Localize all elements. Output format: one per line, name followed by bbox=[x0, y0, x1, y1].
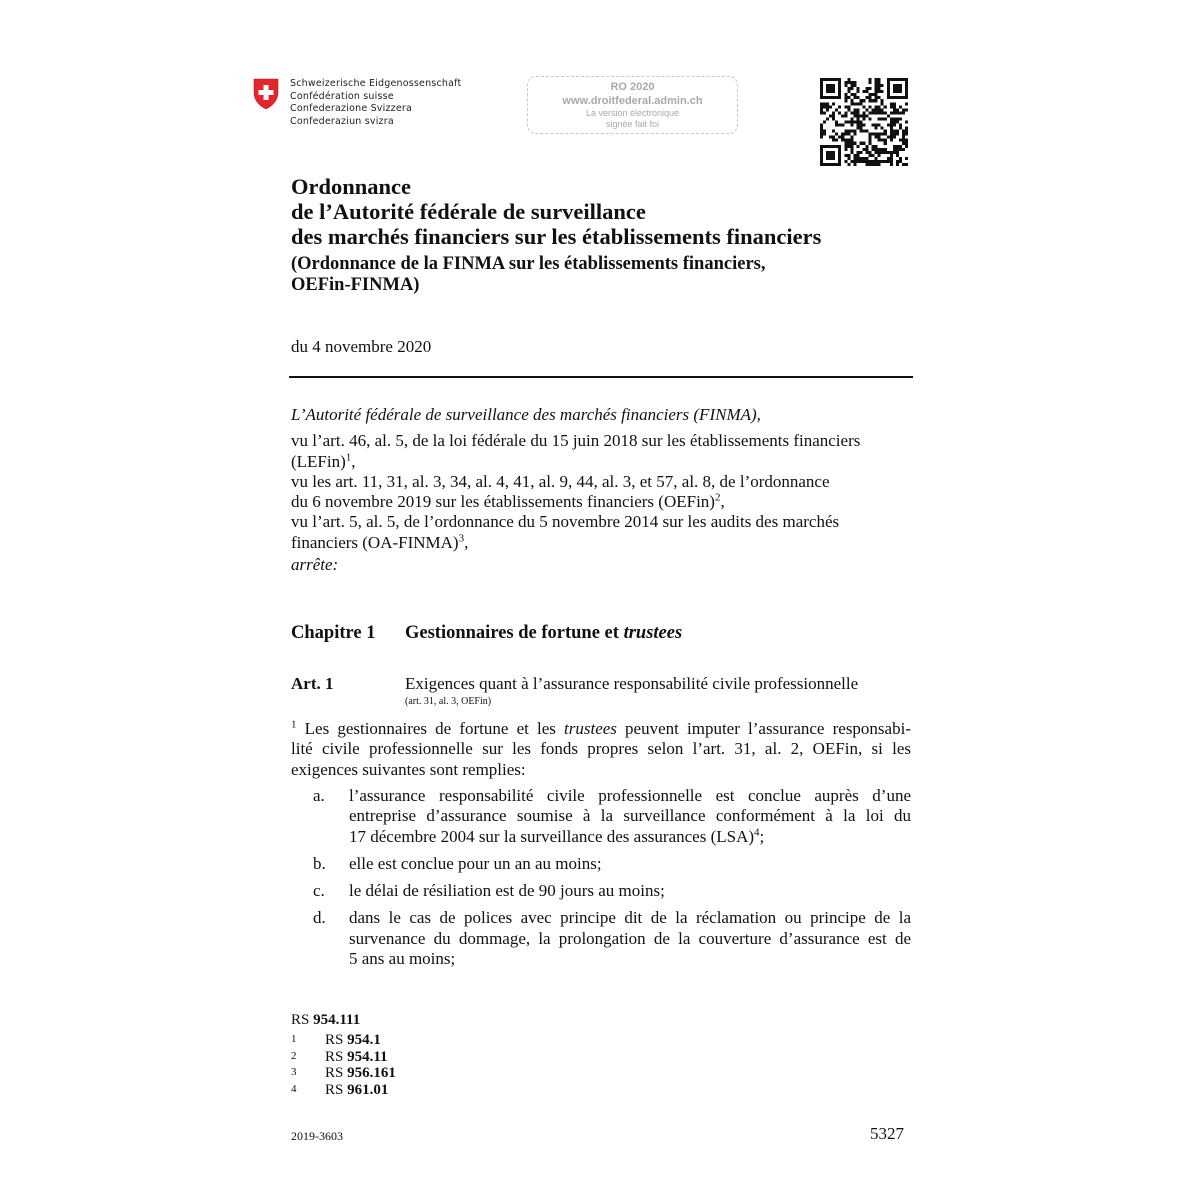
footnote-ref[interactable]: 961.01 bbox=[347, 1081, 389, 1098]
footnote-ref[interactable]: 954.1 bbox=[347, 1032, 381, 1048]
item-label: a. bbox=[313, 786, 325, 805]
qr-code-icon bbox=[820, 78, 908, 166]
footnote-3 bbox=[291, 1065, 396, 1082]
title-line-3: des marchés financiers sur les établissements financiers bbox=[291, 224, 822, 249]
visa-1-text: (LEFin) bbox=[291, 451, 346, 471]
para-line-1-italic: trustees bbox=[564, 719, 617, 738]
item-label: c. bbox=[313, 881, 325, 901]
document-date: du 4 novembre 2020 bbox=[291, 337, 432, 356]
para-line-1-b: peuvent imputer l’assurance responsabi- bbox=[616, 719, 911, 738]
item-label: b. bbox=[313, 853, 326, 873]
footnote-prefix: RS bbox=[325, 1048, 348, 1065]
item-a-line-3-text: 17 décembre 2004 sur la surveillance des assurances (LSA) bbox=[349, 826, 755, 846]
footnote-ref[interactable]: 954.11 bbox=[347, 1048, 388, 1065]
para-line-1-a: Les gestionnaires de fortune et les bbox=[296, 719, 565, 738]
para-line-1 bbox=[291, 719, 911, 739]
item-d-line-3: 5 ans au moins; bbox=[349, 949, 456, 969]
preamble-visa-2a: vu les art. 11, 31, al. 3, 34, al. 4, 41, al. 9, 44, al. 3, et 57, al. 8, de l’ordonnance bbox=[291, 471, 830, 491]
document-subtitle bbox=[291, 254, 765, 296]
item-d-line-2: survenance du dommage, la prolongation de la couverture d’assurance est de bbox=[349, 928, 911, 948]
subtitle-line-2: OEFin-FINMA) bbox=[291, 275, 420, 295]
page-number: 5327 bbox=[870, 1124, 904, 1143]
item-a-tail: ; bbox=[759, 826, 765, 846]
footnote-number: 1 bbox=[291, 1033, 297, 1045]
confed-rm: Confederaziun svizra bbox=[290, 115, 394, 127]
item-d-line-1: dans le cas de polices avec principe dit de la réclamation ou principe de la bbox=[349, 908, 911, 928]
footnote-1 bbox=[291, 1032, 381, 1049]
preamble-visa-2b bbox=[291, 492, 913, 512]
title-line-1: Ordonnance bbox=[291, 174, 412, 199]
footnote-ref-3[interactable]: 3 bbox=[458, 532, 465, 545]
footnote-prefix: RS bbox=[325, 1065, 348, 1081]
chapter-heading bbox=[291, 623, 682, 644]
article-reference: (art. 31, al. 3, OEFin) bbox=[405, 696, 492, 707]
rs-number bbox=[291, 1012, 360, 1029]
document-code: 2019-3603 bbox=[291, 1129, 343, 1143]
item-c-line-1: le délai de résiliation est de 90 jours au moins; bbox=[349, 881, 665, 901]
confed-de: Schweizerische Eidgenossenschaft bbox=[290, 78, 462, 89]
confederation-names bbox=[290, 78, 461, 128]
stamp-url[interactable]: www.droitfederal.admin.ch bbox=[562, 95, 703, 107]
paragraph-number: 1 bbox=[291, 718, 297, 731]
chapter-title-italic: trustees bbox=[623, 623, 683, 643]
footnote-ref-2[interactable]: 2 bbox=[714, 491, 721, 504]
stamp-ro: RO 2020 bbox=[610, 81, 655, 93]
preamble-visa-3b bbox=[291, 533, 913, 553]
item-label: d. bbox=[313, 908, 326, 928]
article-paragraph-1 bbox=[291, 719, 911, 780]
footnote-number: 4 bbox=[291, 1082, 297, 1095]
visa-2-text: du 6 novembre 2019 sur les établissements financiers (OEFin) bbox=[291, 492, 715, 512]
preamble bbox=[291, 405, 913, 575]
footnote-prefix: RS bbox=[325, 1081, 348, 1098]
footnote-ref-4[interactable]: 4 bbox=[754, 825, 760, 838]
list-item-a bbox=[291, 786, 911, 847]
preamble-authority: L’Autorité fédérale de surveillance des marchés financiers (FINMA), bbox=[291, 405, 761, 424]
chapter-number: Chapitre 1 bbox=[291, 623, 376, 643]
list-item-c bbox=[291, 881, 911, 901]
stamp-note-1: La version électronique bbox=[585, 108, 680, 118]
list-item-d bbox=[291, 908, 911, 969]
subtitle-line-1: (Ordonnance de la FINMA sur les établissements financiers, bbox=[291, 254, 766, 274]
para-line-2: lité civile professionnelle sur les fonds propres selon l’art. 31, al. 2, OEFin, si les bbox=[291, 739, 911, 759]
rs-value: 954.111 bbox=[313, 1012, 361, 1028]
document-title bbox=[291, 174, 821, 249]
visa-2-punct: , bbox=[720, 492, 725, 512]
footnote-ref-1[interactable]: 1 bbox=[345, 450, 352, 463]
item-a-line-3 bbox=[349, 827, 911, 847]
para-line-3: exigences suivantes sont remplies: bbox=[291, 759, 526, 779]
confed-fr: Confédération suisse bbox=[290, 90, 394, 102]
visa-3-text: financiers (OA-FINMA) bbox=[291, 532, 459, 552]
preamble-visa-1b bbox=[291, 452, 913, 472]
list-item-b bbox=[291, 854, 911, 874]
visa-3-punct: , bbox=[464, 532, 469, 552]
item-a-line-1: l’assurance responsabilité civile professionnelle est conclue auprès d’une bbox=[349, 786, 911, 805]
article-number: Art. 1 bbox=[291, 674, 334, 693]
article-title: Exigences quant à l’assurance responsabilité civile professionnelle bbox=[405, 674, 859, 693]
item-a-line-2: entreprise d’assurance soumise à la surveillance conformément à la loi du bbox=[349, 806, 911, 826]
footnote-ref[interactable]: 956.161 bbox=[347, 1065, 396, 1081]
preamble-visa-1a: vu l’art. 46, al. 5, de la loi fédérale du 15 juin 2018 sur les établissements financiers bbox=[291, 431, 861, 451]
swiss-coat-of-arms-icon bbox=[252, 78, 280, 110]
preamble-arrete: arrête: bbox=[291, 555, 339, 575]
title-line-2: de l’Autorité fédérale de surveillance bbox=[291, 199, 646, 224]
footnote-number: 2 bbox=[291, 1049, 297, 1062]
footnote-prefix: RS bbox=[325, 1032, 348, 1048]
preamble-visa-3a: vu l’art. 5, al. 5, de l’ordonnance du 5 novembre 2014 sur les audits des marchés bbox=[291, 512, 840, 532]
stamp-note-2: signée fait foi bbox=[605, 119, 660, 129]
visa-1-punct: , bbox=[351, 451, 356, 471]
title-divider bbox=[289, 376, 913, 378]
article-item-list bbox=[291, 786, 911, 976]
footnote-4 bbox=[291, 1082, 388, 1099]
footnote-number: 3 bbox=[291, 1066, 297, 1078]
rs-prefix: RS bbox=[291, 1012, 314, 1028]
chapter-title: Gestionnaires de fortune et bbox=[405, 623, 624, 643]
item-b-line-1: elle est conclue pour un an au moins; bbox=[349, 853, 602, 873]
footnote-2 bbox=[291, 1049, 388, 1066]
confed-it: Confederazione Svizzera bbox=[290, 103, 413, 115]
ro-stamp bbox=[527, 76, 738, 134]
